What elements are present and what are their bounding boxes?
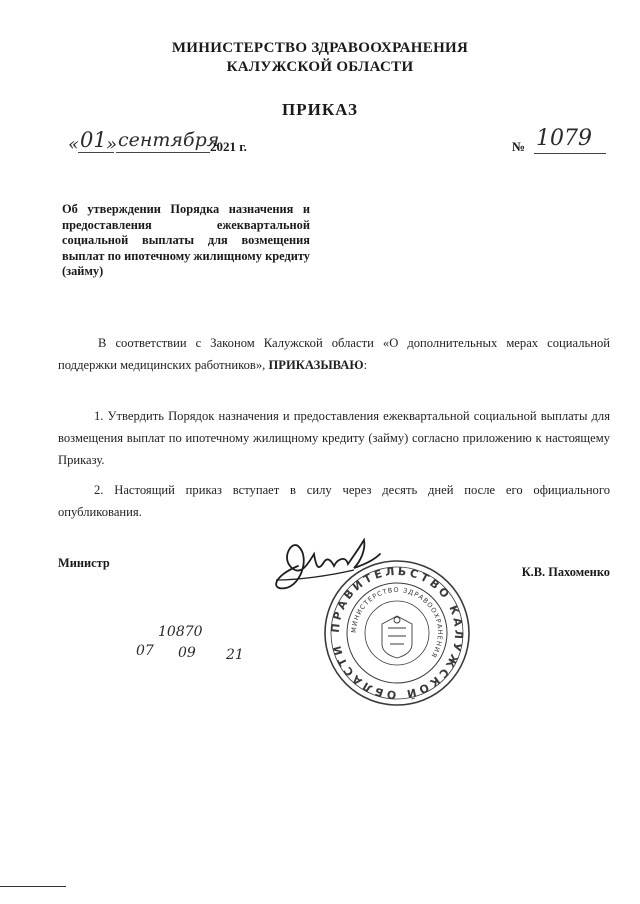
registration-year: 21 <box>226 647 244 663</box>
signatory-position: Министр <box>58 556 110 570</box>
date-close-quote: » <box>106 134 118 155</box>
date-month: сентября <box>118 129 220 151</box>
document-date <box>68 128 288 158</box>
seal-emblem-icon <box>382 616 412 658</box>
order-subject: Об утверждении Порядка назначения и предоставления ежеквартальной социальной выплаты для возмещения выплат по ипотечному жилищному кредиту (займу) <box>62 202 310 278</box>
ministry-name-line1: МИНИСТЕРСТВО ЗДРАВООХРАНЕНИЯ <box>171 40 469 56</box>
seal-outer-text: ПРАВИТЕЛЬСТВО КАЛУЖСКОЙ ОБЛАСТИ <box>328 564 466 702</box>
registration-day: 07 <box>136 643 154 659</box>
date-open-quote: « <box>68 134 80 155</box>
number-sign: № <box>512 139 526 154</box>
date-day: 01 <box>80 128 107 152</box>
number-underline <box>534 153 606 154</box>
ministry-name-line2: КАЛУЖСКОЙ ОБЛАСТИ <box>226 59 414 75</box>
document-title: ПРИКАЗ <box>282 100 358 119</box>
intro-paragraph <box>58 332 610 376</box>
order-item-2: 2. Настоящий приказ вступает в силу через десять дней после его официального опубликования. <box>58 483 610 519</box>
order-keyword: ПРИКАЗЫВАЮ <box>268 358 364 372</box>
official-seal <box>322 558 472 708</box>
date-month-underline <box>116 152 210 153</box>
intro-end: : <box>363 358 368 372</box>
order-item-1: 1. Утвердить Порядок назначения и предоставления ежеквартальной социальной выплаты для возмещения выплат по ипотечному жилищному кредиту (займу) согласно приложению к настоящему Приказу. <box>58 409 610 467</box>
signatory-name: К.В. Пахоменко <box>521 565 610 579</box>
seal-inner-text: МИНИСТЕРСТВО ЗДРАВООХРАНЕНИЯ <box>349 585 445 660</box>
date-year: 2021 г. <box>210 139 247 154</box>
registration-month: 09 <box>178 645 196 661</box>
registration-number: 10870 <box>158 624 203 640</box>
footer-rule <box>0 886 66 887</box>
intro-text: В соответствии с Законом Калужской области «О дополнительных мерах социальной поддержки медицинских работников», <box>58 336 610 372</box>
svg-text:ПРАВИТЕЛЬСТВО КАЛУЖСКОЙ ОБЛАСТ <box>329 565 465 702</box>
date-day-underline <box>78 152 114 153</box>
document-number <box>512 128 622 158</box>
number-value: 1079 <box>536 126 592 151</box>
